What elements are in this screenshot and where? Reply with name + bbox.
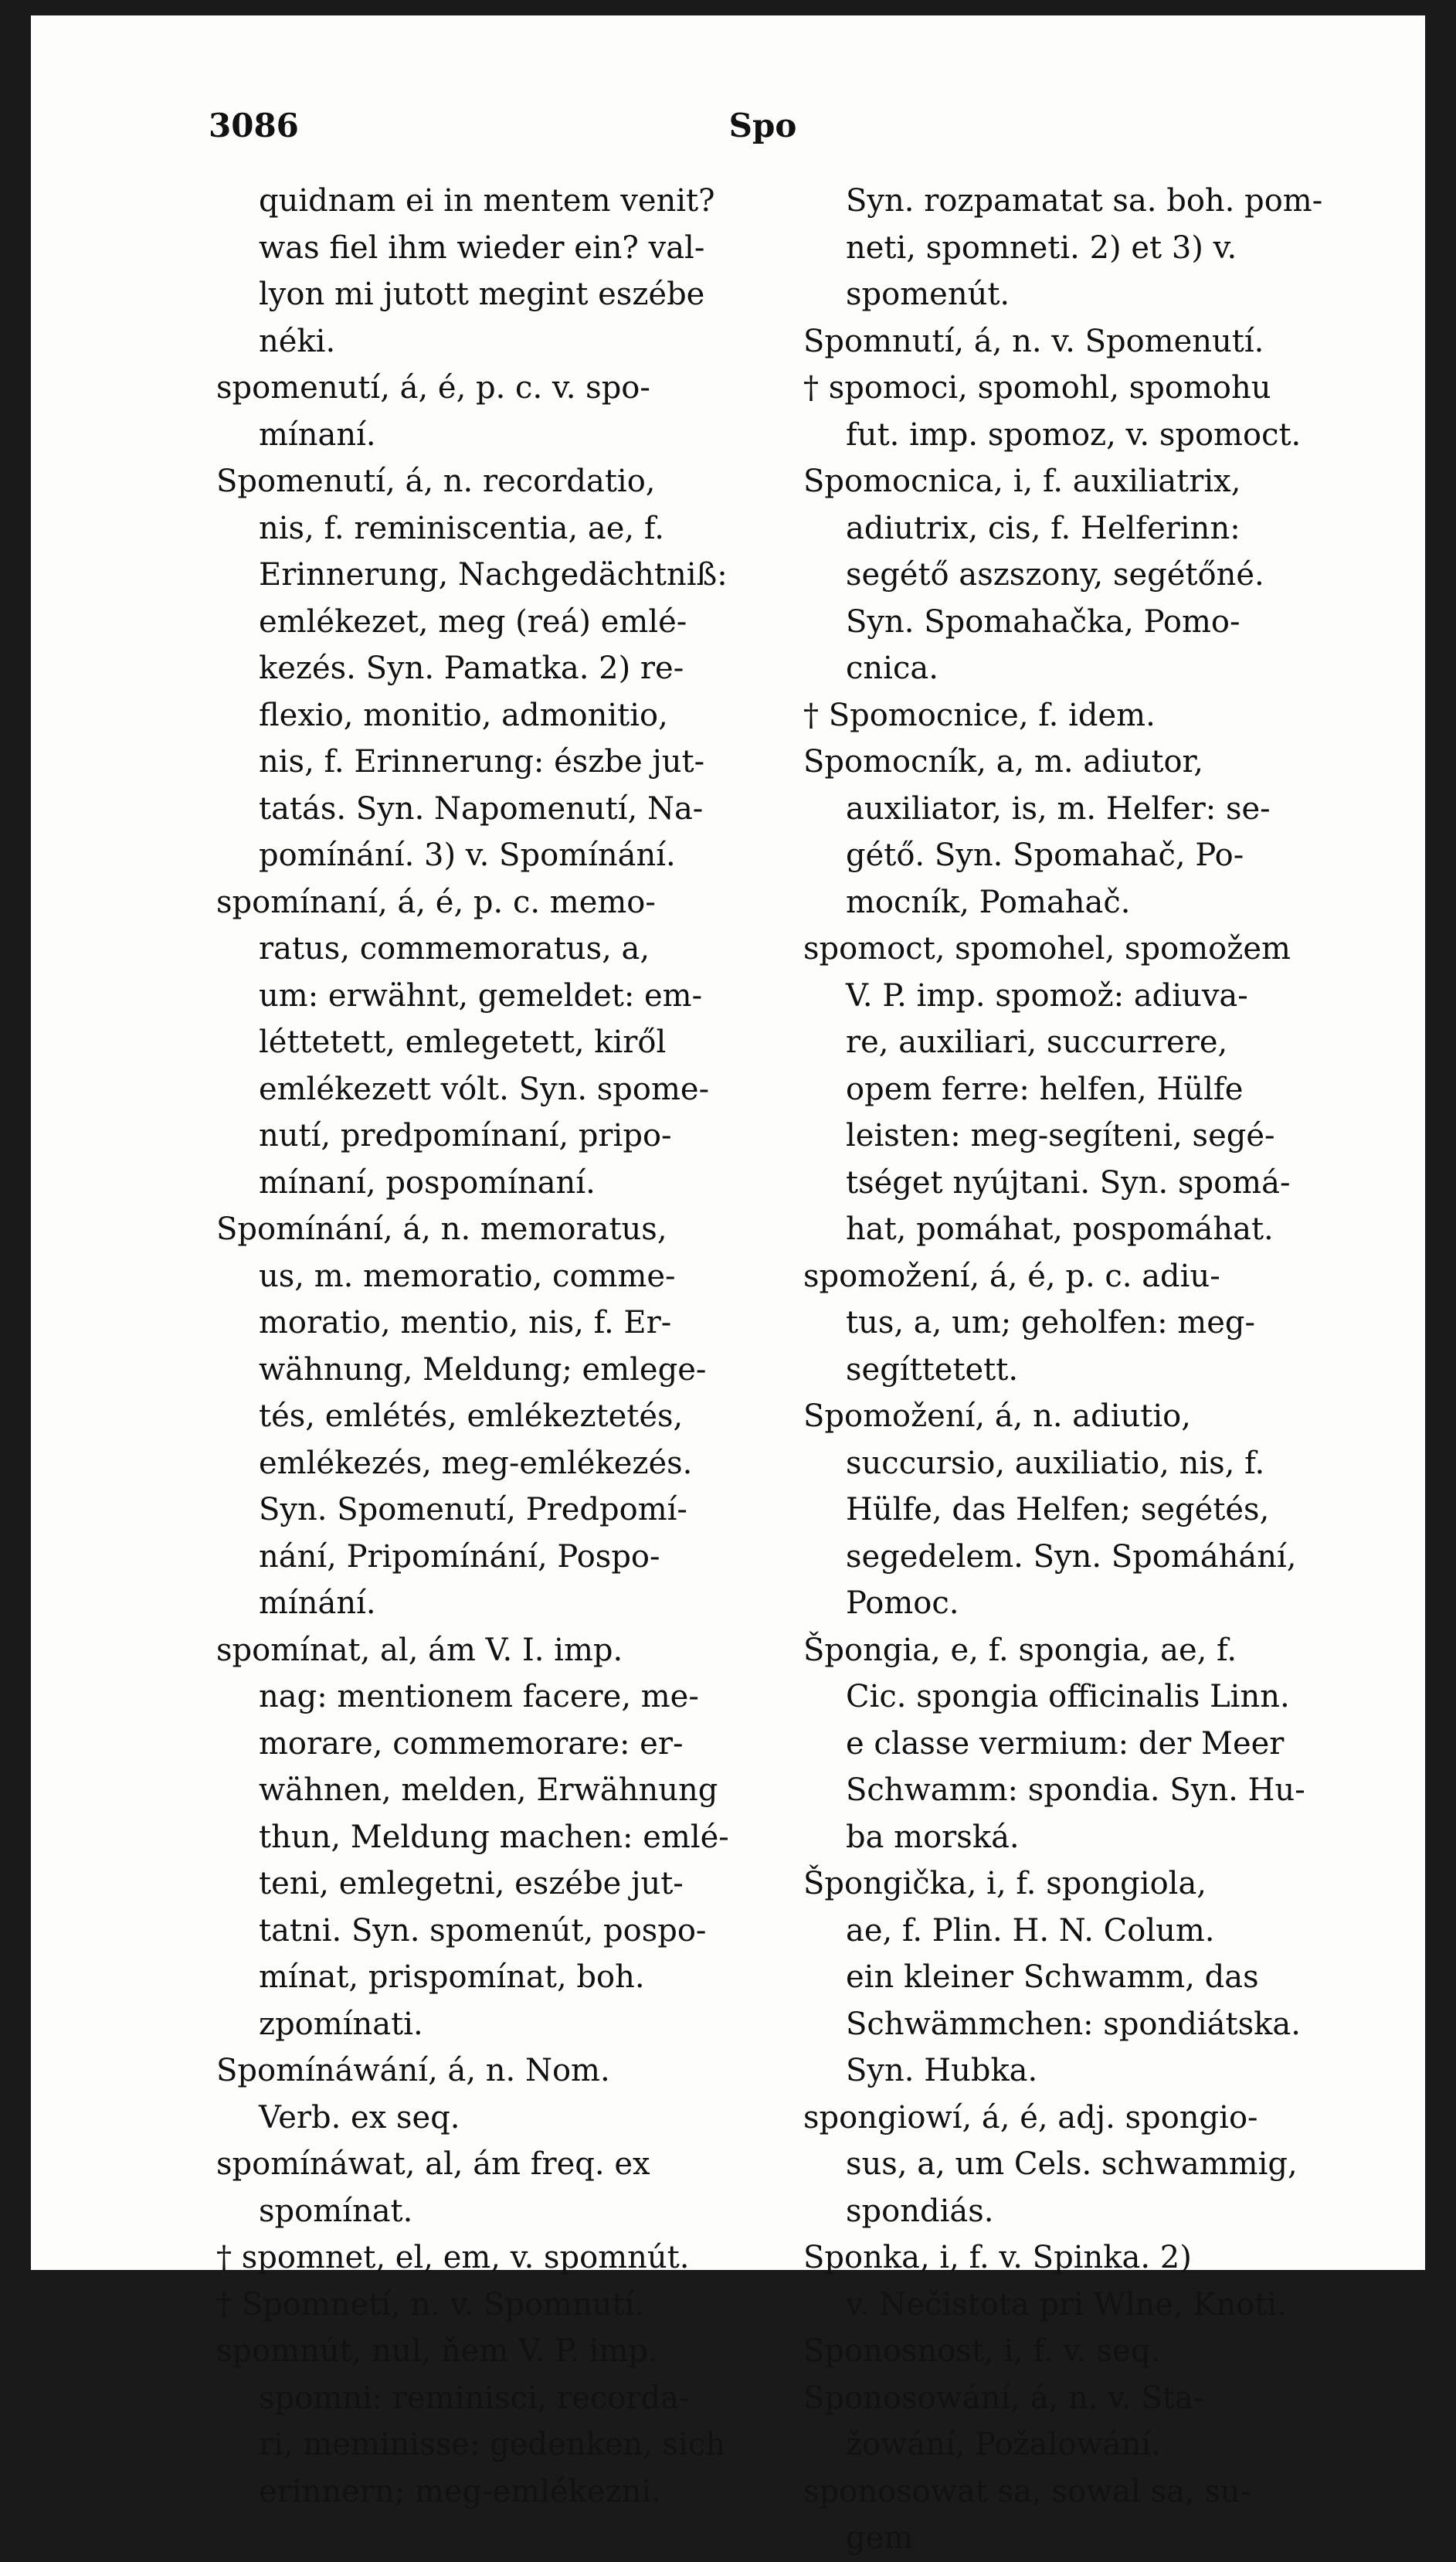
dictionary-line: spomenutí, á, é, p. c. v. spo- <box>216 370 650 406</box>
dictionary-line: um: erwähnt, gemeldet: em- <box>259 977 703 1014</box>
dictionary-line: Spomocnica, i, f. auxiliatrix, <box>803 464 1241 499</box>
page-header <box>209 107 1317 153</box>
dictionary-line: segedelem. Syn. Spomáhání, <box>846 1538 1297 1575</box>
dictionary-line: kezés. Syn. Pamatka. 2) re- <box>259 651 684 686</box>
dictionary-line: Špongička, i, f. spongiola, <box>803 1866 1207 1901</box>
dictionary-line: Cic. spongia officinalis Linn. <box>846 1679 1290 1714</box>
dictionary-line: † Spomnetí, n. v. Spomnutí. <box>216 2286 645 2322</box>
dictionary-line: erinnern; meg-emlékezni. <box>259 2473 661 2509</box>
dictionary-line: spomenút. <box>846 277 1010 312</box>
dictionary-line: wähnen, melden, Erwähnung <box>259 1772 718 1808</box>
dictionary-line: spomnút, nul, ňem V. P. imp. <box>216 2333 658 2369</box>
dictionary-line: nis, f. Erinnerung: észbe jut- <box>259 744 705 780</box>
dictionary-line: Spomožení, á, n. adiutio, <box>803 1398 1191 1434</box>
dictionary-page <box>31 15 1425 2556</box>
dictionary-line: mínat, prispomínat, boh. <box>259 1959 645 1995</box>
dictionary-line: ba morská. <box>846 1819 1020 1855</box>
dictionary-line: Spomnutí, á, n. v. Spomenutí. <box>803 323 1264 359</box>
dictionary-line: re, auxiliari, succurrere, <box>846 1024 1228 1060</box>
dictionary-line: flexio, monitio, admonitio, <box>259 697 668 733</box>
dictionary-line: Pomoc. <box>846 1585 959 1621</box>
dictionary-line: zpomínati. <box>259 2006 423 2042</box>
dictionary-line: fut. imp. spomoz, v. spomoct. <box>846 416 1302 453</box>
dictionary-line: us, m. memoratio, comme- <box>259 1258 676 1294</box>
dictionary-line: was fiel ihm wieder ein? val- <box>259 229 705 266</box>
dictionary-line: cnica. <box>846 651 938 686</box>
dictionary-line: mínaní. <box>259 416 376 453</box>
dictionary-line: ratus, commemoratus, a, <box>259 931 650 967</box>
dictionary-line: lyon mi jutott megint eszébe <box>259 277 705 312</box>
dictionary-line: † spomoci, spomohl, spomohu <box>803 370 1271 406</box>
dictionary-line: Schwamm: spondia. Syn. Hu- <box>846 1772 1305 1808</box>
left-column <box>216 178 803 2515</box>
dictionary-line: † spomnet, el, em, v. spomnút. <box>216 2240 690 2275</box>
dictionary-line: spomni: reminisci, recorda- <box>259 2380 690 2416</box>
dictionary-line: Verb. ex seq. <box>259 2099 460 2136</box>
dictionary-line: pomínání. 3) v. Spomínání. <box>259 838 676 873</box>
dictionary-line: hat, pomáhat, pospomáhat. <box>846 1211 1274 1247</box>
dictionary-line: nag: mentionem facere, me- <box>259 1679 699 1714</box>
running-head: Spo <box>728 107 797 144</box>
dictionary-line: adiutrix, cis, f. Helferinn: <box>846 510 1240 546</box>
dictionary-line: tatás. Syn. Napomenutí, Na- <box>259 790 704 827</box>
dictionary-line: Syn. Spomenutí, Predpomí- <box>259 1492 687 1527</box>
dictionary-line: ae, f. Plin. H. N. Colum. <box>846 1912 1215 1949</box>
dictionary-line: morare, commemorare: er- <box>259 1725 684 1762</box>
dictionary-line: žowání, Požalowání. <box>846 2427 1161 2462</box>
dictionary-line: Sponosowání, á, n. v. Sta- <box>803 2380 1204 2416</box>
dictionary-line: gétő. Syn. Spomahač, Po- <box>846 838 1244 873</box>
dictionary-line: tus, a, um; geholfen: meg- <box>846 1305 1256 1340</box>
dictionary-line: spongiowí, á, é, adj. spongio- <box>803 2099 1258 2136</box>
dictionary-line: succursio, auxiliatio, nis, f. <box>846 1445 1265 1481</box>
dictionary-line: Syn. rozpamatat sa. boh. pom- <box>846 183 1323 219</box>
dictionary-line: Hülfe, das Helfen; segétés, <box>846 1492 1270 1527</box>
dictionary-line: teni, emlegetni, eszébe jut- <box>259 1866 684 1901</box>
dictionary-line: e classe vermium: der Meer <box>846 1725 1285 1762</box>
dictionary-line: wähnung, Meldung; emlege- <box>259 1351 707 1388</box>
dictionary-line: tséget nyújtani. Syn. spomá- <box>846 1164 1291 1201</box>
dictionary-line: moratio, mentio, nis, f. Er- <box>259 1305 672 1340</box>
dictionary-line: nis, f. reminiscentia, ae, f. <box>259 510 664 546</box>
dictionary-line: emlékezés, meg-emlékezés. <box>259 1445 693 1481</box>
dictionary-line: spomožení, á, é, p. c. adiu- <box>803 1258 1220 1294</box>
dictionary-line: emlékezett vólt. Syn. spome- <box>259 1071 710 1107</box>
dictionary-line: segétő aszszony, segétőné. <box>846 557 1264 593</box>
dictionary-line: mocník, Pomahač. <box>846 884 1131 920</box>
dictionary-line: quidnam ei in mentem venit? <box>259 183 715 219</box>
dictionary-line: nání, Pripomínání, Pospo- <box>259 1538 660 1575</box>
dictionary-line: ein kleiner Schwamm, das <box>846 1959 1259 1995</box>
dictionary-line: mínání. <box>259 1585 376 1621</box>
dictionary-line: thun, Meldung machen: emlé- <box>259 1819 729 1855</box>
dictionary-line: spomoct, spomohel, spomožem <box>803 931 1291 967</box>
dictionary-line: opem ferre: helfen, Hülfe <box>846 1071 1244 1107</box>
dictionary-line: Špongia, e, f. spongia, ae, f. <box>803 1632 1237 1668</box>
dictionary-line: Erinnerung, Nachgedächtniß: <box>259 557 728 593</box>
dictionary-line: tatni. Syn. spomenút, pospo- <box>259 1912 707 1949</box>
dictionary-line: sus, a, um Cels. schwammig, <box>846 2146 1298 2182</box>
dictionary-line: auxiliator, is, m. Helfer: se- <box>846 790 1271 827</box>
dictionary-line: Syn. Hubka. <box>846 2053 1038 2088</box>
dictionary-line: neti, spomneti. 2) et 3) v. <box>846 229 1237 266</box>
dictionary-line: Sponka, i, f. v. Spinka. 2) <box>803 2240 1192 2275</box>
dictionary-line: spomínáwat, al, ám freq. ex <box>216 2146 650 2182</box>
dictionary-line: spomínat, al, ám V. I. imp. <box>216 1632 623 1668</box>
dictionary-line: sponosowat sa, sowal sa, su- <box>803 2473 1251 2509</box>
dictionary-line: Syn. Spomahačka, Pomo- <box>846 603 1240 640</box>
dictionary-line: Schwämmchen: spondiátska. <box>846 2006 1301 2042</box>
dictionary-line: néki. <box>259 323 336 359</box>
dictionary-line: Spomenutí, á, n. recordatio, <box>216 464 656 499</box>
dictionary-line: Spomínáwání, á, n. Nom. <box>216 2053 610 2088</box>
dictionary-line: gem <box>846 2520 914 2556</box>
dictionary-line: leisten: meg-segíteni, segé- <box>846 1118 1275 1154</box>
dictionary-line: emlékezet, meg (reá) emlé- <box>259 603 687 640</box>
dictionary-line: Sponosnost, i, f. v. seq. <box>803 2333 1161 2369</box>
dictionary-line: † Spomocnice, f. idem. <box>803 697 1156 733</box>
dictionary-line: spomínat. <box>259 2193 413 2229</box>
dictionary-line: ri, meminisse: gedenken, sich <box>259 2427 726 2462</box>
dictionary-line: nutí, predpomínaní, pripo- <box>259 1118 672 1154</box>
dictionary-line: Spomínání, á, n. memoratus, <box>216 1211 667 1247</box>
dictionary-line: segíttetett. <box>846 1351 1019 1388</box>
dictionary-line: spomínaní, á, é, p. c. memo- <box>216 884 656 920</box>
dictionary-line: Spomocník, a, m. adiutor, <box>803 744 1203 780</box>
page-number: 3086 <box>209 107 299 144</box>
dictionary-line: v. Nečistota pri Wlne, Knoti. <box>846 2286 1287 2322</box>
dictionary-line: léttetett, emlegetett, kiről <box>259 1024 667 1060</box>
dictionary-line: V. P. imp. spomož: adiuva- <box>846 977 1248 1014</box>
dictionary-line: spondiás. <box>846 2193 994 2229</box>
dictionary-line: mínaní, pospomínaní. <box>259 1164 596 1201</box>
dictionary-line: tés, emlétés, emlékeztetés, <box>259 1398 684 1434</box>
right-column <box>803 178 1390 2562</box>
